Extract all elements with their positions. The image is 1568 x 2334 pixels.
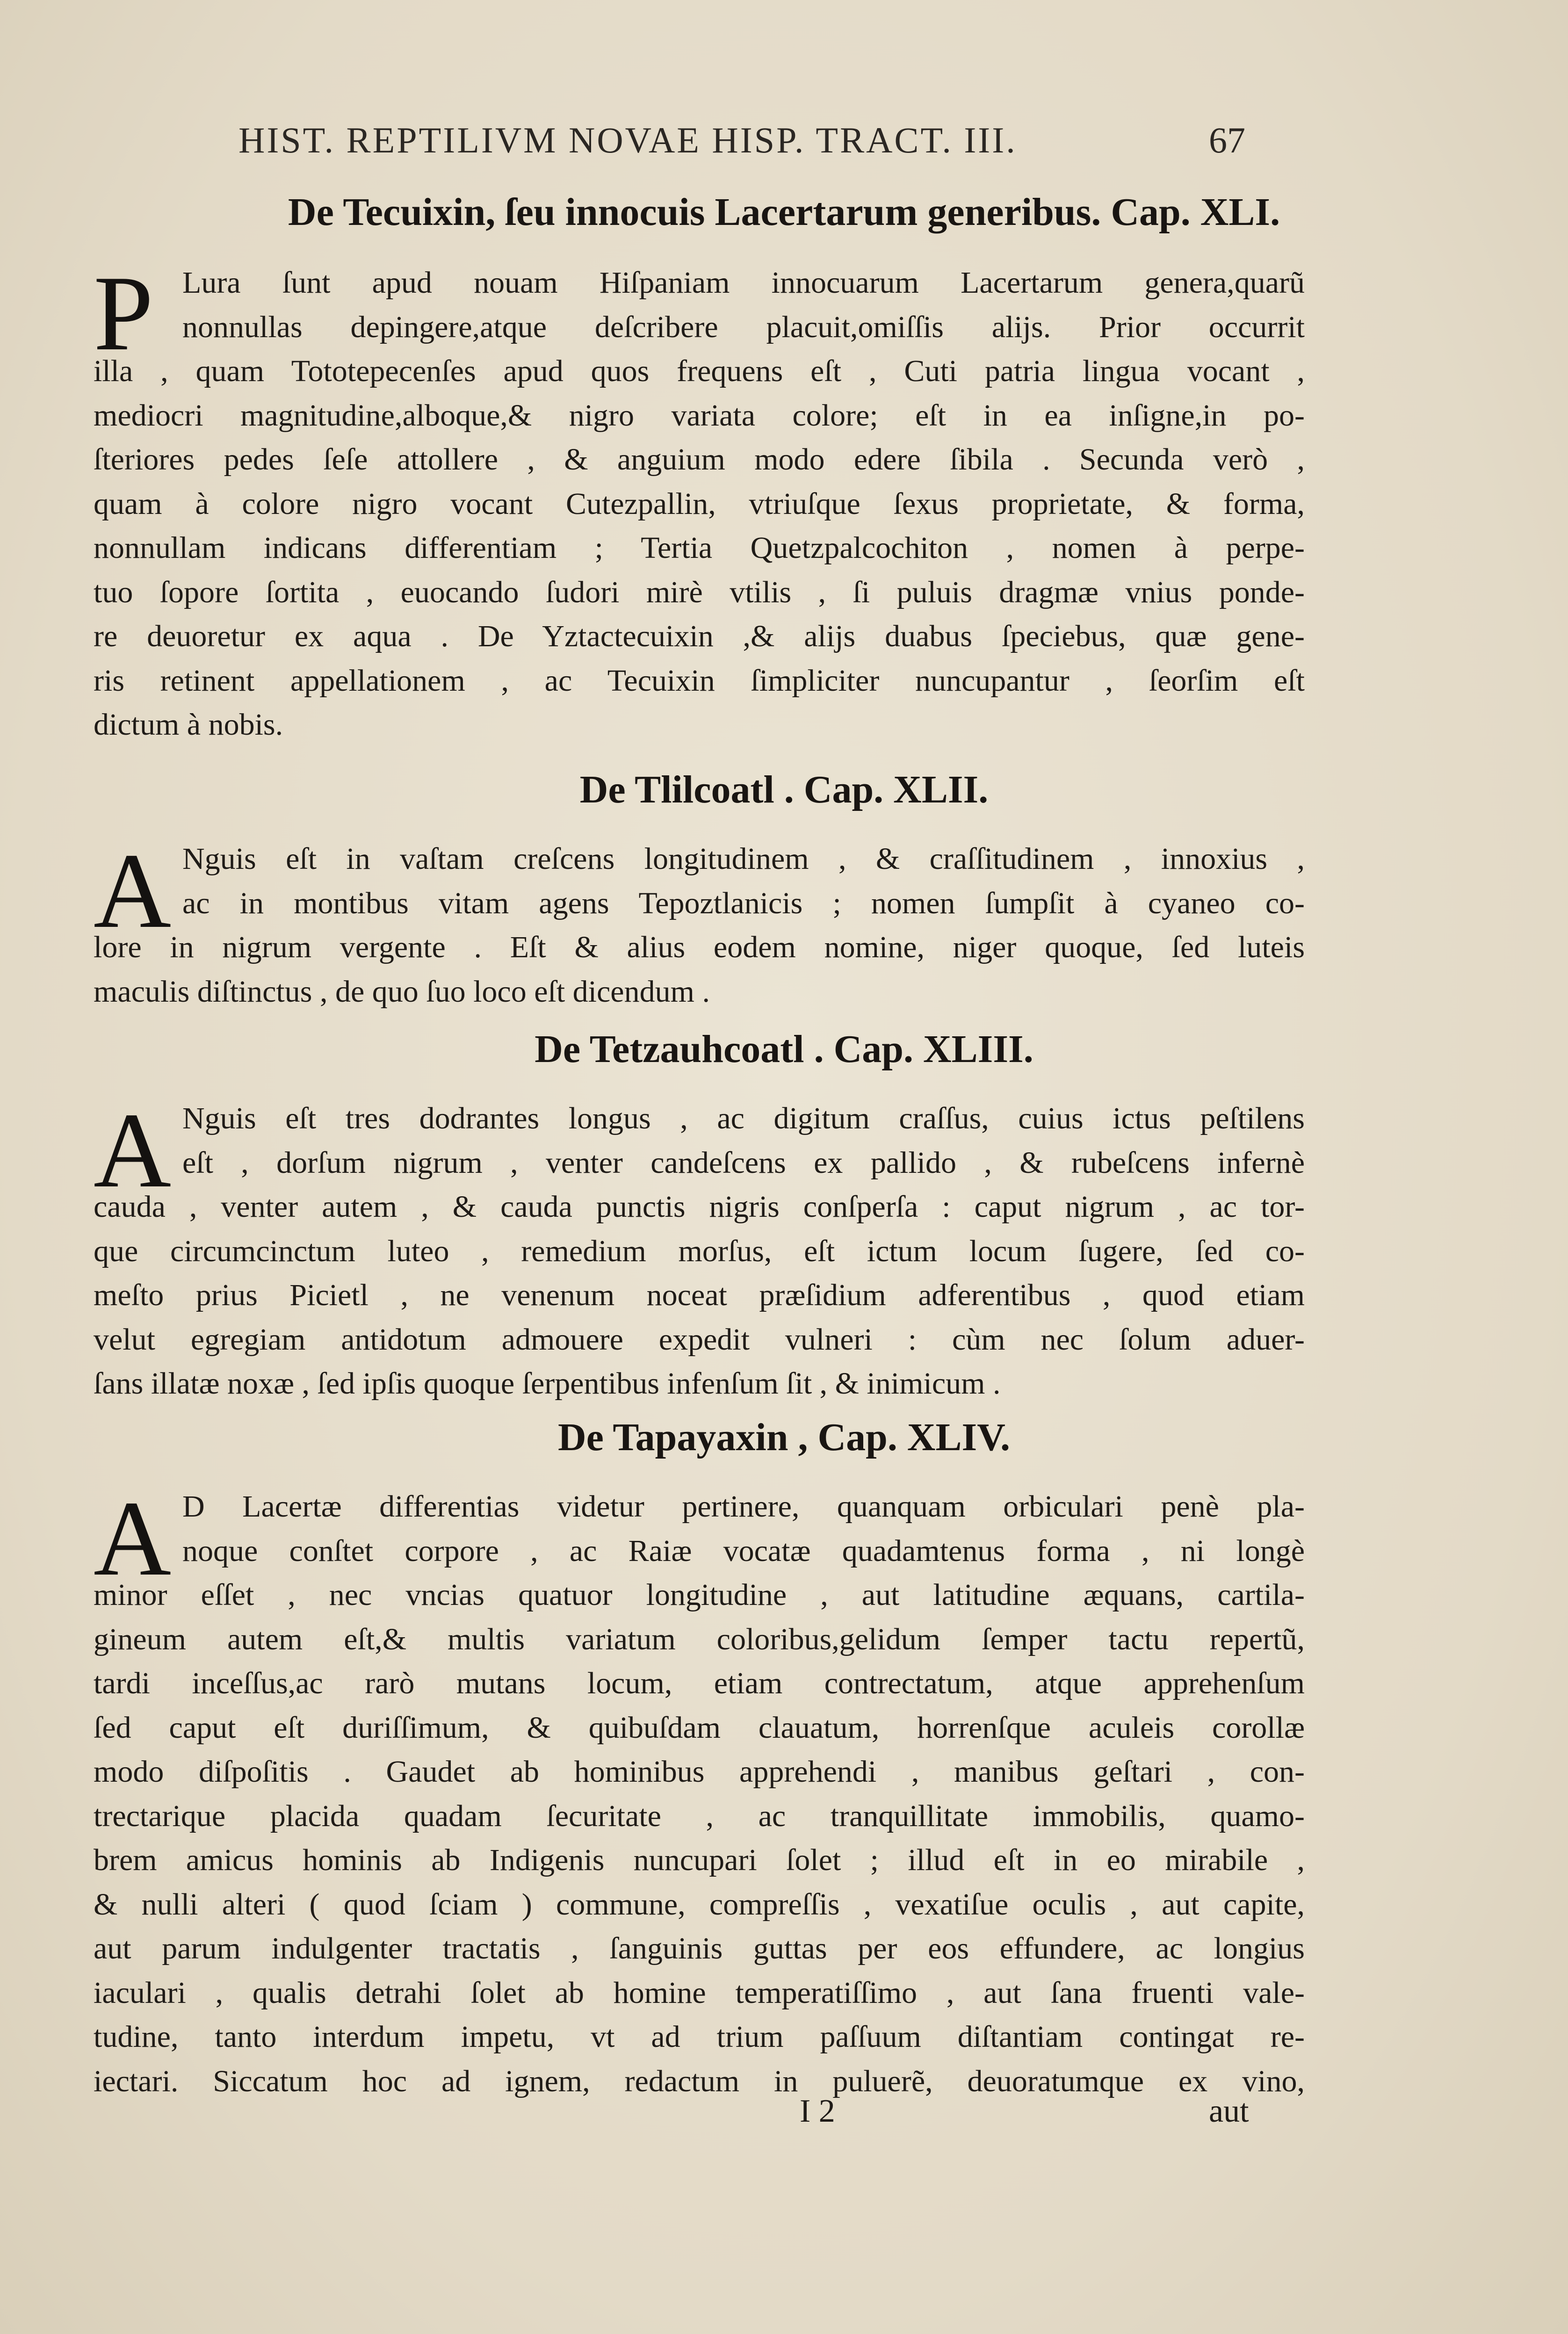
text-line: iectari. Siccatum hoc ad ignem, redactum in puluerẽ, deuoratumque ex vino, xyxy=(94,2064,1305,2098)
text-line: maculis diſtinctus , de quo ſuo loco eſt dicendum . xyxy=(94,974,710,1009)
text-line: ſed caput eſt duriſſimum, & quibuſdam clauatum, horrenſque aculeis corollæ xyxy=(94,1710,1305,1745)
chapter-text-42 xyxy=(94,831,1305,1014)
text-line: tudine, tanto interdum impetu, vt ad trium paſſuum diſtantiam contingat re- xyxy=(94,2020,1305,2054)
drop-cap-initial: A xyxy=(94,831,172,950)
catchword: aut xyxy=(1209,2093,1249,2129)
chapter-heading-43: De Tetzauhcoatl . Cap. XLIII. xyxy=(535,1027,1033,1071)
text-line: nonnullas depingere,atque deſcribere placuit,omiſſis alijs. Prior occurrit xyxy=(182,310,1305,344)
text-line: lore in nigrum vergente . Eſt & alius eodem nomine, niger quoque, ſed luteis xyxy=(94,930,1305,964)
text-line: tardi inceſſus,ac rarò mutans locum, etiam contrectatum, atque apprehenſum xyxy=(94,1666,1305,1700)
text-line: Lura ſunt apud nouam Hiſpaniam innocuarum Lacertarum genera,quarũ xyxy=(182,266,1305,300)
text-line: & nulli alteri ( quod ſciam ) commune, compreſſis , vexatiſue oculis , aut capite, xyxy=(94,1887,1305,1922)
chapter-heading-42: De Tlilcoatl . Cap. XLII. xyxy=(579,768,989,811)
text-line: iaculari , qualis detrahi ſolet ab homine temperatiſſimo , aut ſana fruenti vale- xyxy=(94,1975,1305,2010)
text-line: brem amicus hominis ab Indigenis nuncupari ſolet ; illud eſt in eo mirabile , xyxy=(94,1843,1305,1877)
text-line: minor eſſet , nec vncias quatuor longitudine , aut latitudine æquans, cartila- xyxy=(94,1578,1305,1612)
text-line: quam à colore nigro vocant Cutezpallin, vtriuſque ſexus proprietate, & forma, xyxy=(94,486,1305,521)
text-line: ris retinent appellationem , ac Tecuixin ſimpliciter nuncupantur , ſeorſim eſt xyxy=(94,663,1305,698)
chapter-text-44 xyxy=(94,1479,1305,2103)
chapter-heading-41: De Tecuixin, ſeu innocuis Lacertarum generibus. Cap. XLI. xyxy=(288,190,1280,234)
text-line: dictum à nobis. xyxy=(94,708,283,742)
text-line: ſans illatæ noxæ , ſed ipſis quoque ſerpentibus infenſum ſit , & inimicum . xyxy=(94,1366,1001,1401)
text-line: re deuoretur ex aqua . De Yztactecuixin ,& alijs duabus ſpeciebus, quæ gene- xyxy=(94,619,1305,653)
text-line: que circumcinctum luteo , remedium morſus, eſt ictum locum ſugere, ſed co- xyxy=(94,1234,1305,1268)
drop-cap-initial: A xyxy=(94,1091,172,1210)
text-line: modo diſpoſitis . Gaudet ab hominibus apprehendi , manibus geſtari , con- xyxy=(94,1755,1305,1789)
text-line: ſteriores pedes ſeſe attollere , & anguium modo edere ſibila . Secunda verò , xyxy=(94,442,1305,477)
text-line: gineum autem eſt,& multis variatum coloribus,gelidum ſemper tactu repertũ, xyxy=(94,1622,1305,1656)
text-line: velut egregiam antidotum admouere expedit vulneri : cùm nec ſolum aduer- xyxy=(94,1322,1305,1357)
text-line: D Lacertæ differentias videtur pertinere, quanquam orbiculari penè pla- xyxy=(182,1489,1305,1524)
drop-cap-initial: P xyxy=(94,253,153,373)
text-line: Nguis eſt tres dodrantes longus , ac digitum craſſus, cuius ictus peſtilens xyxy=(182,1101,1305,1135)
chapter-text-43 xyxy=(94,1091,1305,1406)
chapter-heading-44: De Tapayaxin , Cap. XLIV. xyxy=(557,1416,1011,1459)
page-number: 67 xyxy=(1209,120,1245,160)
signature-mark: I 2 xyxy=(800,2093,835,2129)
text-line: meſto prius Picietl , ne venenum noceat præſidium adferentibus , quod etiam xyxy=(94,1278,1305,1312)
text-line: trectarique placida quadam ſecuritate , ac tranquillitate immobilis, quamo- xyxy=(94,1799,1305,1833)
text-line: illa , quam Tototepecenſes apud quos frequens eſt , Cuti patria lingua vocant , xyxy=(94,354,1305,388)
running-head: HIST. REPTILIVM NOVAE HISP. TRACT. III. xyxy=(238,120,1017,160)
text-line: ac in montibus vitam agens Tepoztlanicis ; nomen ſumpſit à cyaneo co- xyxy=(182,886,1305,920)
text-line: Nguis eſt in vaſtam creſcens longitudinem , & craſſitudinem , innoxius , xyxy=(182,842,1305,876)
chapter-text-41 xyxy=(94,253,1305,747)
text-line: eſt , dorſum nigrum , venter candeſcens ex pallido , & rubeſcens infernè xyxy=(182,1145,1305,1180)
text-line: noque conſtet corpore , ac Raiæ vocatæ quadamtenus forma , ni longè xyxy=(182,1533,1305,1568)
text-line: cauda , venter autem , & cauda punctis nigris conſperſa : caput nigrum , ac tor- xyxy=(94,1190,1305,1224)
text-line: mediocri magnitudine,alboque,& nigro variata colore; eſt in ea inſigne,in po- xyxy=(94,398,1305,433)
text-line: tuo ſopore ſortita , euocando ſudori mirè vtilis , ſi puluis dragmæ vnius ponde- xyxy=(94,575,1305,609)
drop-cap-initial: A xyxy=(94,1479,172,1598)
text-line: aut parum indulgenter tractatis , ſanguinis guttas per eos effundere, ac longius xyxy=(94,1931,1305,1965)
text-line: nonnullam indicans differentiam ; Tertia Quetzpalcochiton , nomen à perpe- xyxy=(94,531,1305,565)
